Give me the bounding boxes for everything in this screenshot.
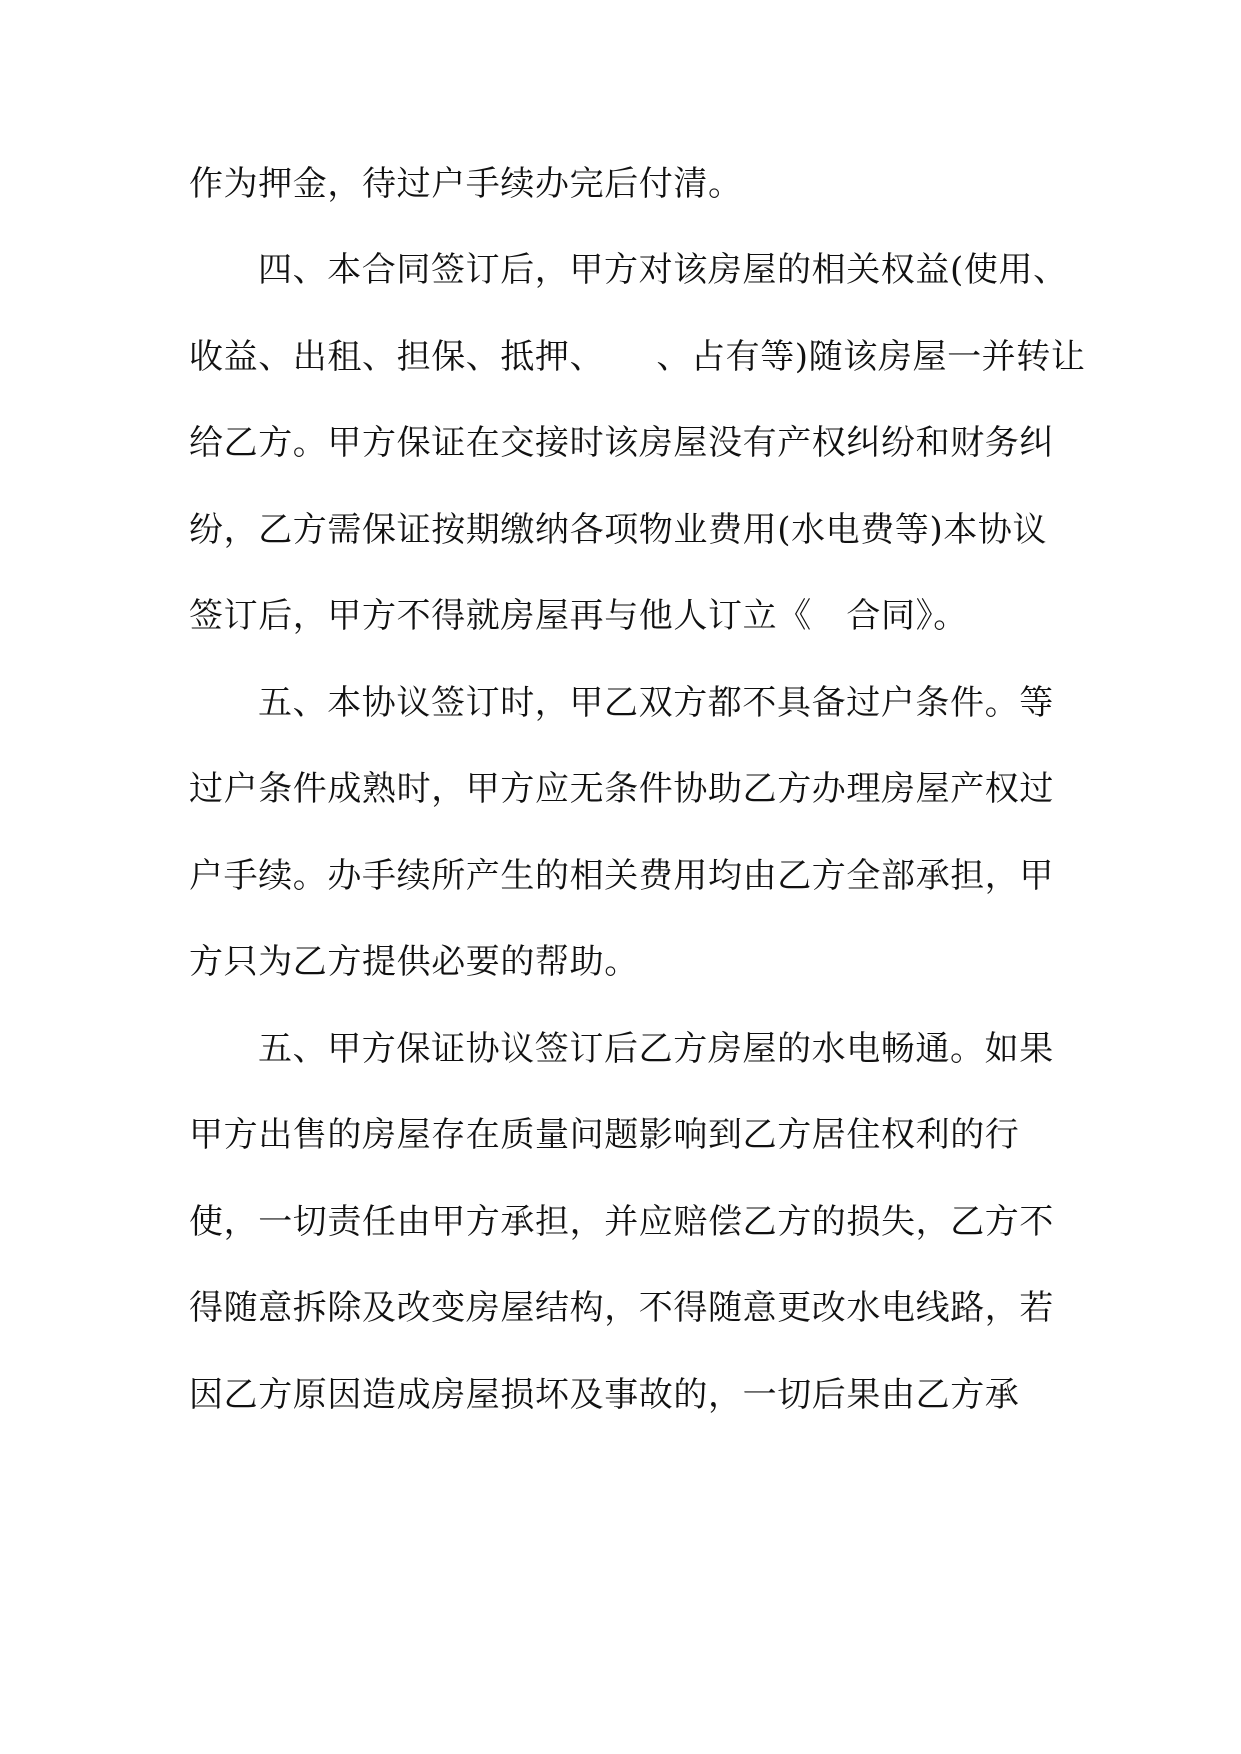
text-line: 签订后，甲方不得就房屋再与他人订立《 合同》。 (189, 596, 968, 636)
text-line: 甲方出售的房屋存在质量问题影响到乙方居住权利的行 (189, 1115, 1020, 1155)
text-line: 使，一切责任由甲方承担，并应赔偿乙方的损失，乙方不 (189, 1202, 1054, 1242)
text-line: 户手续。办手续所产生的相关费用均由乙方全部承担，甲 (189, 856, 1054, 896)
text-line: 因乙方原因造成房屋损坏及事故的，一切后果由乙方承 (189, 1375, 1020, 1415)
text-line: 得随意拆除及改变房屋结构，不得随意更改水电线路，若 (189, 1288, 1054, 1328)
text-line: 五、甲方保证协议签订后乙方房屋的水电畅通。如果 (258, 1029, 1054, 1069)
text-line: 五、本协议签订时，甲乙双方都不具备过户条件。等 (258, 683, 1054, 723)
text-line: 过户条件成熟时，甲方应无条件协助乙方办理房屋产权过 (189, 769, 1054, 809)
text-line: 方只为乙方提供必要的帮助。 (189, 942, 639, 982)
text-line: 纷，乙方需保证按期缴纳各项物业费用(水电费等)本协议 (189, 510, 1048, 550)
text-line: 四、本合同签订后，甲方对该房屋的相关权益(使用、 (258, 250, 1068, 290)
text-line: 给乙方。甲方保证在交接时该房屋没有产权纠纷和财务纠 (189, 423, 1054, 463)
text-line: 收益、出租、担保、抵押、 、占有等)随该房屋一并转让 (189, 337, 1086, 377)
text-line: 作为押金，待过户手续办完后付清。 (189, 164, 743, 204)
